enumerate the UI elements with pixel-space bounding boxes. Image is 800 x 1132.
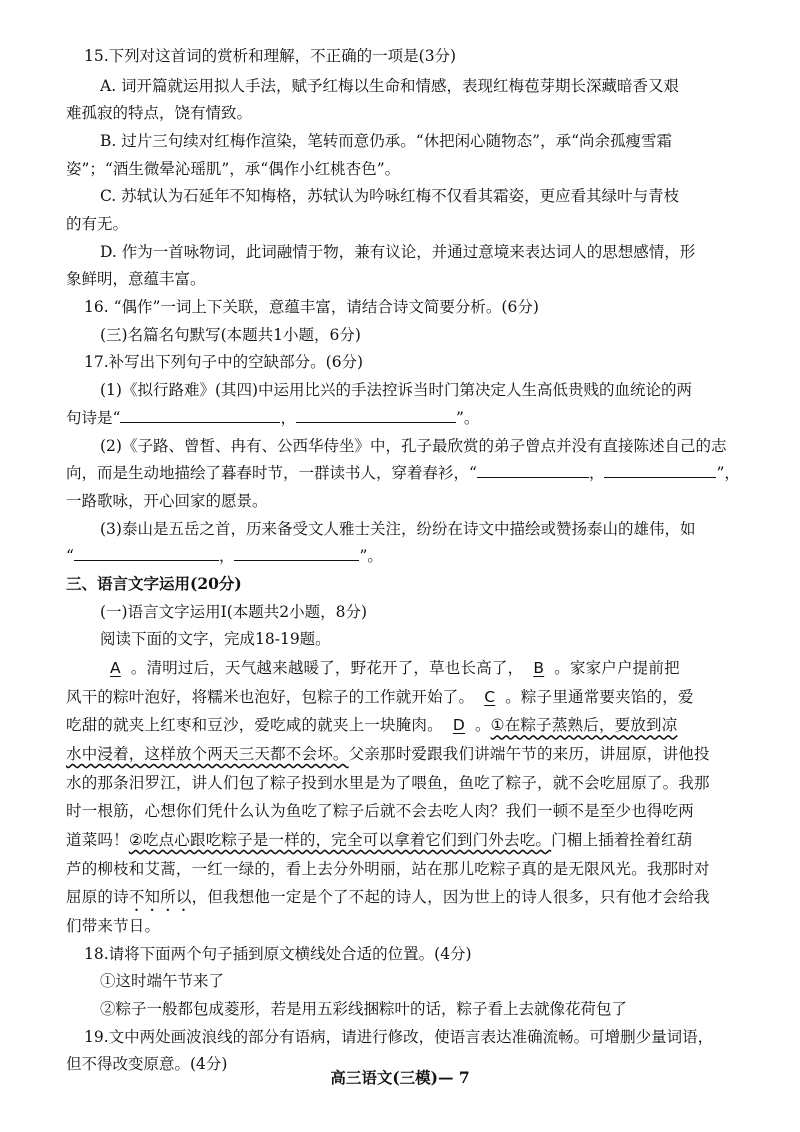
q17-part1-prefix: 句诗是“ [66,408,121,427]
q18-sentence-2: ②粽子一般都包成菱形，若是用五彩线捆粽叶的话，粽子看上去就像花荷包了 [100,1000,628,1019]
q18-stem: 18.请将下面两个句子插到原文横线处合适的位置。(4分) [84,944,472,963]
passage-line-9 [66,885,800,915]
passage-line-4-text: 父亲那时爱跟我们讲端午节的来历，讲屈原，讲他投 [348,745,710,764]
wavy-sentence-2: ②吃点心跟吃粽子是一样的，完全可以拿着它们到门外去吃。 [128,830,552,849]
q15-option-b-line2: 姿”；“酒生微晕沁瑶肌”，承“偶作小红桃杏色”。 [66,159,401,178]
passage-line-1-text-1: 。清明过后，天气越来越暖了，野花开了，草也长高了， [130,659,524,678]
q15-option-c-line1: C. 苏轼认为石延年不知梅格，苏轼认为吟咏红梅不仅看其霜姿，更应看其绿叶与青枝 [100,187,680,206]
q17-part1-blank-2[interactable] [296,406,456,423]
q16-stem: 16. “偶作”一词上下关联，意蕴丰富，请结合诗文简要分析。(6分) [84,298,539,317]
passage-line-6: 时一根筋，心想你们凭什么认为鱼吃了粽子后就不会去吃人肉？我们一顿不是至少也得吃两 [66,802,695,821]
passage-line-1-text-2: 。家家户户提前把 [554,659,680,678]
q17-part3-blank-2[interactable] [234,544,359,561]
passage-line-7-text-1: 道菜吗！ [66,830,129,849]
passage-line-2 [66,685,800,709]
q17-part1-comma: ， [280,408,296,427]
q17-part2-line3: 一路歌咏，开心回家的愿景。 [66,491,268,510]
q19-line-2: 但不得改变原意。(4分) [66,1055,228,1074]
passage-blank-c: C [484,687,496,706]
wavy-sentence-1-part-1: ①在粽子蒸熟后，要放到凉 [490,716,678,735]
passage-line-3 [66,713,800,737]
q15-option-b-line1: B. 过片三句续对红梅作渲染，笔转而意仍承。“休把闲心随物态”，承“尚余孤瘦雪霜 [100,131,673,150]
passage-line-10: 们带来节日。 [66,916,161,935]
q15-option-a-line2: 难孤寂的特点，饶有情致。 [66,104,253,123]
passage-line-9-text-1: 屈原的诗 [66,888,129,907]
passage-line-3-text-1: 吃甜的就夹上红枣和豆沙，爱吃咸的就夹上一块腌肉。 [66,716,443,735]
passage-line-1 [100,656,800,680]
q19-line-1: 19.文中两处画波浪线的部分有语病，请进行修改，使语言表达准确流畅。可增删少量词语， [84,1027,714,1046]
passage-line-9-text-2: ，但我想他一定是个了不起的诗人，因为世上的诗人很多，只有他才会给我 [191,888,710,907]
section-famous-sentences-title: (三)名篇名句默写(本题共1小题，6分) [100,325,361,344]
q17-part2-prefix: 向，而是生动地描绘了暮春时节，一群读书人，穿着春衫，“ [66,464,477,483]
q17-part3-prefix: “ [66,547,74,566]
section-3-title: 三、语言文字运用(20分) [66,574,242,594]
q17-part2-line2 [66,461,800,485]
q15-option-d-line1: D. 作为一首咏物词，此词融情于物，兼有议论，并通过意境来表达词人的思想感情，形 [100,242,696,261]
q17-part1-blank-1[interactable] [120,406,280,423]
q17-part2-blank-1[interactable] [477,461,589,478]
passage-line-5: 水的那条汨罗江，讲人们包了粽子投到水里是为了喂鱼，鱼吃了粽子，就不会吃屈原了。我那 [66,773,710,792]
passage-blank-a: A [110,659,121,678]
q17-part1-line1: (1)《拟行路难》(其四)中运用比兴的手法控诉当时门第决定人生高低贵贱的血统论的两 [100,381,693,400]
q17-part1-line2 [66,406,800,430]
passage-line-8: 芦的柳枝和艾蒿，一红一绿的，看上去分外明丽，站在那儿吃粽子真的是无限风光。我那时对 [66,859,710,878]
section-3-instruction: 阅读下面的文字，完成18-19题。 [100,630,331,649]
q15-option-d-line2: 象鲜明，意蕴丰富。 [66,270,206,289]
passage-line-2-text-2: 。粽子里通常要夹馅的，爱 [505,687,694,706]
q17-part3-blank-1[interactable] [74,544,219,561]
passage-line-2-text-1: 风干的粽叶泡好，将糯米也泡好，包粽子的工作就开始了。 [66,687,475,706]
section-3-sub1: (一)语言文字运用Ⅰ(本题共2小题，8分) [100,602,368,621]
passage-line-4 [66,742,800,766]
q17-part3-line1: (3)泰山是五岳之首，历来备受文人雅士关注，纷纷在诗文中描绘或赞扬泰山的雄伟，如 [100,519,696,538]
wavy-sentence-1-part-2: 水中浸着，这样放个两天三天都不会坏。 [66,745,349,764]
dotted-phrase: 不知所以 [128,888,192,907]
q17-part2-suffix: ”， [716,464,740,483]
passage-line-7 [66,828,800,852]
passage-blank-d: D [452,716,465,735]
q17-part2-line1: (2)《子路、曾皙、冉有、公西华侍坐》中，孔子最欣赏的弟子曾点并没有直接陈述自己的志 [100,436,727,455]
q17-part2-comma: ， [588,464,605,483]
q15-option-a-line1: A. 词开篇就运用拟人手法，赋予红梅以生命和情感，表现红梅苞芽期长深藏暗香又艰 [100,76,680,95]
passage-line-3-text-2: 。 [474,716,491,735]
q17-part3-line2 [66,544,800,568]
passage-blank-b: B [533,659,545,678]
q17-part3-suffix: ”。 [359,547,383,566]
q17-stem: 17.补写出下列句子中的空缺部分。(6分) [84,353,364,372]
q17-part1-suffix: ”。 [455,408,480,427]
q15-stem: 15.下列对这首词的赏析和理解，不正确的一项是(3分) [84,46,457,65]
q18-sentence-1: ①这时端午节来了 [100,972,225,991]
page-footer: 高三语文(三模)— 7 [330,1068,470,1087]
q17-part2-blank-2[interactable] [604,461,716,478]
q15-option-c-line2: 的有无。 [66,215,129,233]
q17-part3-comma: ， [218,547,235,566]
passage-line-7-text-2: 门楣上插着拴着红葫 [551,830,693,849]
